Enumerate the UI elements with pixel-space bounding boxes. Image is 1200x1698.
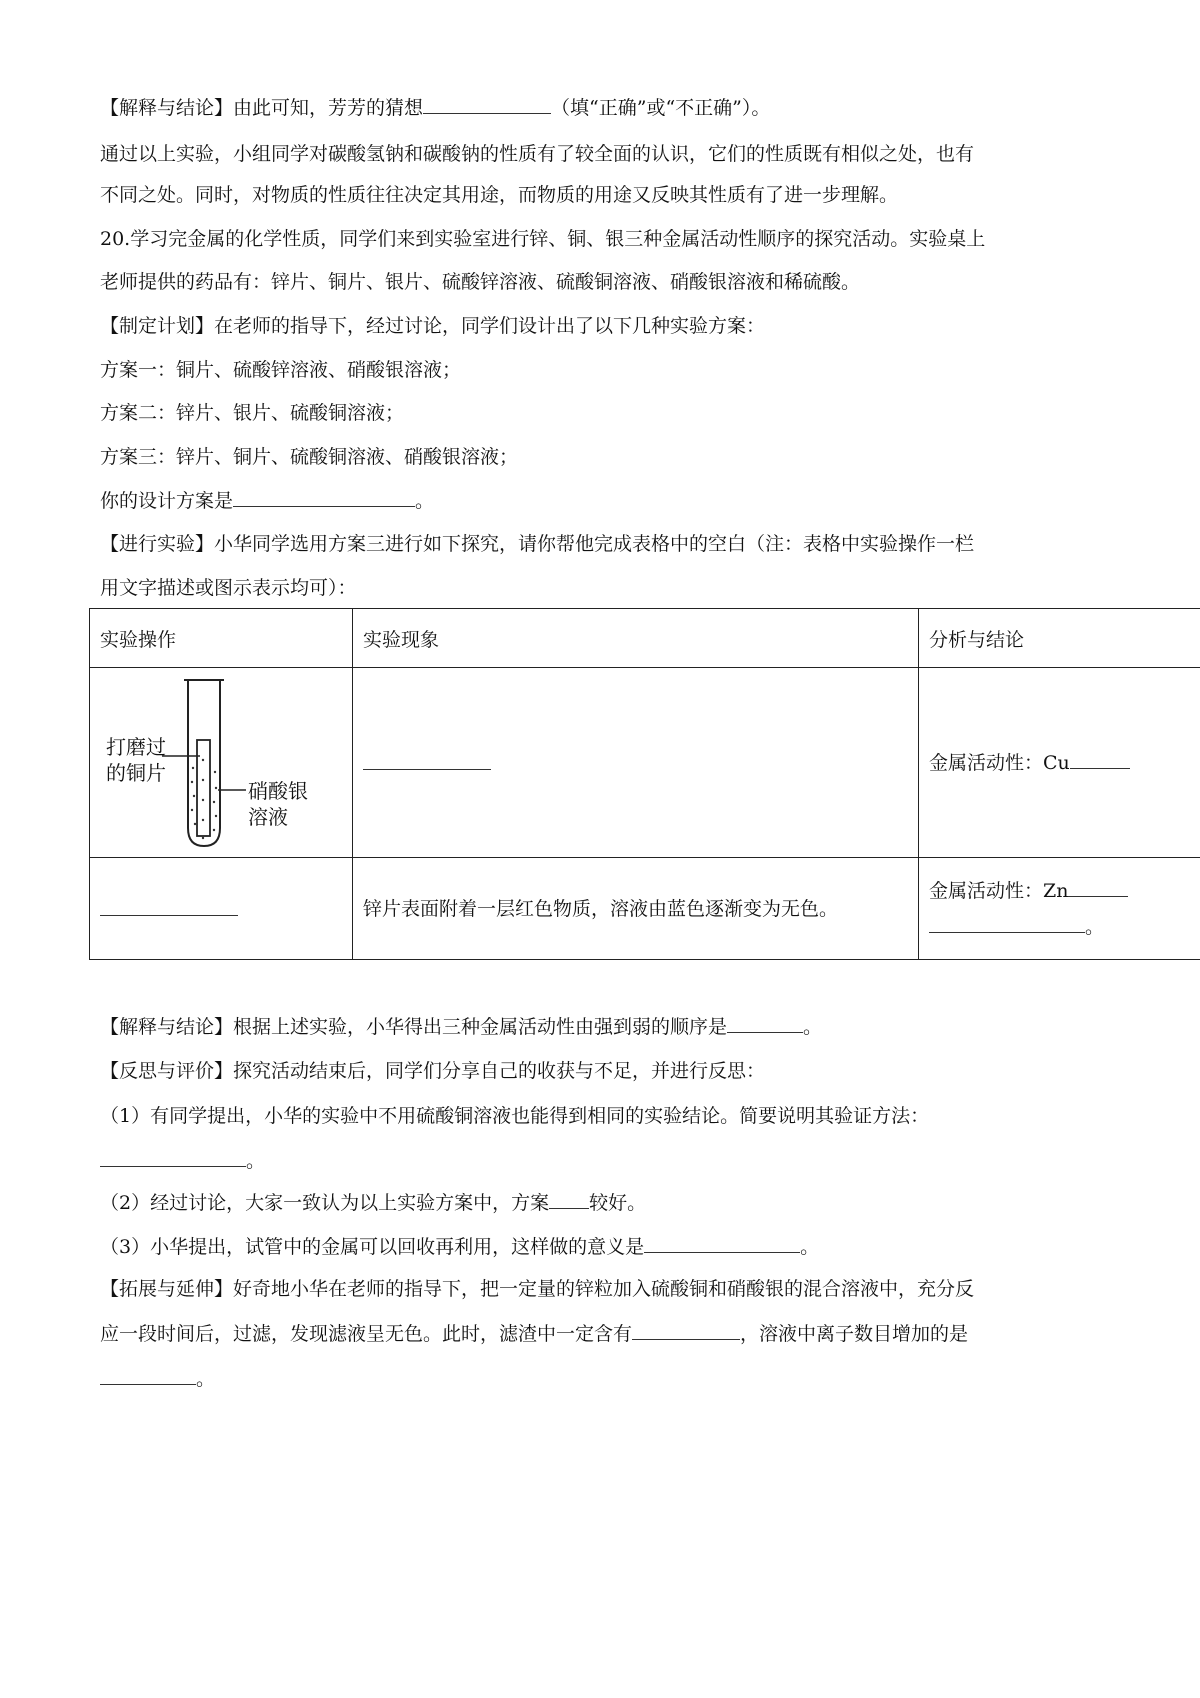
reagents-line: 老师提供的药品有：锌片、铜片、银片、硫酸锌溶液、硫酸铜溶液、硝酸银溶液和稀硫酸。 [100,271,861,293]
reflection-q1: （1）有同学提出，小华的实验中不用硫酸铜溶液也能得到相同的实验结论。简要说明其验证方法： [100,1105,930,1127]
experiment-intro: 【进行实验】小华同学选用方案三进行如下探究，请你帮他完成表格中的空白（注：表格中实验操作一栏 [100,533,975,555]
table-row [90,668,1200,858]
your-plan-line: 你的设计方案是 。 [100,490,435,512]
conclusion-cell: 金属活动性：Zn 。 [919,858,1200,960]
phenomenon-blank[interactable] [363,751,491,770]
extension-line-3: 。 [100,1365,215,1393]
reflection-q3: （3）小华提出，试管中的金属可以回收再利用，这样做的意义是 。 [100,1236,820,1258]
header-operation: 实验操作 [90,609,353,668]
experiment-intro-cont: 用文字描述或图示表示均可）： [100,577,357,599]
ions-blank[interactable] [100,1366,196,1385]
reflection-q1-answer: 。 [100,1147,265,1175]
cu-conclusion-blank[interactable] [1070,750,1130,769]
zn-conclusion-blank-2[interactable] [929,914,1085,933]
your-plan-blank[interactable] [233,488,415,507]
reflection-q2: （2）经过讨论，大家一致认为以上实验方案中，方案 较好。 [100,1192,647,1214]
order-conclusion-line: 【解释与结论】根据上述实验，小华得出三种金属活动性由强到弱的顺序是 。 [100,1016,823,1038]
plan-one: 方案一：铜片、硫酸锌溶液、硝酸银溶液； [100,359,462,381]
method-blank[interactable] [100,1148,246,1167]
plan-heading: 【制定计划】在老师的指导下，经过讨论，同学们设计出了以下几种实验方案： [100,315,766,337]
header-phenomenon: 实验现象 [353,609,919,668]
header-conclusion: 分析与结论 [919,609,1200,668]
extension-line: 【拓展与延伸】好奇地小华在老师的指导下，把一定量的锌粒加入硫酸铜和硝酸银的混合溶液中，充分反 [100,1278,975,1300]
best-plan-blank[interactable] [549,1190,589,1209]
table-row [90,858,1200,960]
zn-conclusion-blank[interactable] [1068,878,1128,897]
operation-diagram-cell [90,668,353,858]
residue-blank[interactable] [632,1321,740,1340]
operation-blank[interactable] [100,897,238,916]
paragraph-line: 通过以上实验，小组同学对碳酸氢钠和碳酸钠的性质有了较全面的认识，它们的性质既有相似之处，也有 [100,143,975,165]
phenomenon-cell [353,668,919,858]
copper-label: 打磨过 的铜片 [106,734,166,785]
experiment-table [89,608,1200,960]
order-blank[interactable] [727,1014,803,1033]
paragraph-line: 不同之处。同时，对物质的性质往往决定其用途，而物质的用途又反映其性质有了进一步理解。 [100,184,899,206]
phenomenon-cell: 锌片表面附着一层红色物质，溶液由蓝色逐渐变为无色。 [353,858,919,960]
test-tube-diagram [100,670,320,856]
silver-nitrate-label: 硝酸银 溶液 [248,778,308,829]
table-header-row [90,609,1200,668]
significance-blank[interactable] [644,1234,800,1253]
reflection-heading: 【反思与评价】探究活动结束后，同学们分享自己的收获与不足，并进行反思： [100,1060,766,1082]
extension-line-2: 应一段时间后，过滤，发现滤液呈无色。此时，滤渣中一定含有 ，溶液中离子数目增加的是 [100,1323,969,1345]
conclusion-cell: 金属活动性：Cu [919,668,1200,858]
question-20-line: 20.学习完金属的化学性质，同学们来到实验室进行锌、铜、银三种金属活动性顺序的探究活动。实验桌上 [100,228,986,250]
answer-blank[interactable] [423,95,551,114]
interpretation-line-1: 【解释与结论】由此可知，芳芳的猜想 （填“正确”或“不正确”）。 [100,97,771,119]
plan-three: 方案三：锌片、铜片、硫酸铜溶液、硝酸银溶液； [100,446,519,468]
plan-two: 方案二：锌片、银片、硫酸铜溶液； [100,402,405,424]
operation-cell [90,858,353,960]
